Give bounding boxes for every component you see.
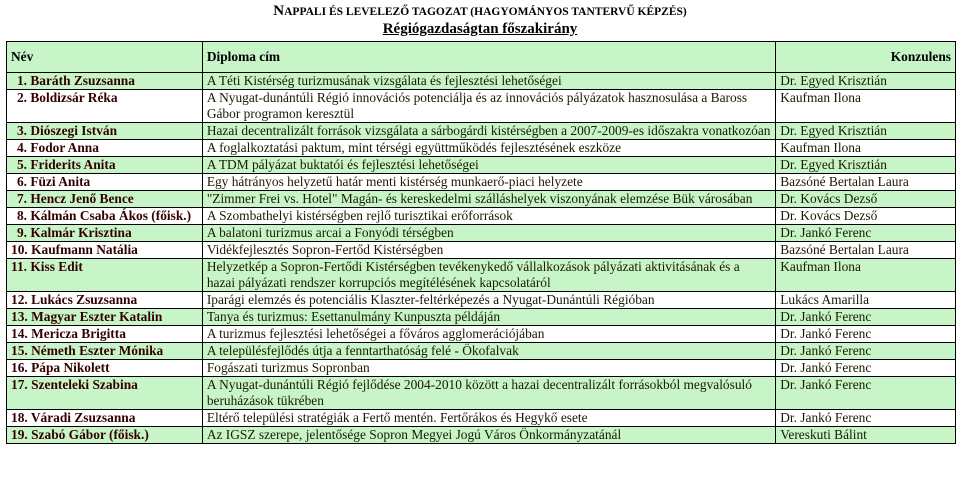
table-row [7, 90, 956, 123]
thesis-title: Az IGSZ szerepe, jelentősége Sopron Megyei Jogú Város Önkormányzatánál [202, 427, 775, 444]
table-row [7, 242, 956, 259]
table-row [7, 225, 956, 242]
table-row [7, 191, 956, 208]
advisor-name: Kaufman Ilona [776, 90, 956, 123]
title-rest: APPALI ÉS LEVELEZŐ TAGOZAT (HAGYOMÁNYOS TANTERVŰ KÉPZÉS) [284, 6, 687, 18]
advisor-name: Bazsóné Bertalan Laura [776, 174, 956, 191]
row-number: 1. [16, 73, 27, 88]
advisor-name: Dr. Jankó Ferenc [776, 343, 956, 360]
advisor-name: Dr. Jankó Ferenc [776, 309, 956, 326]
student-name: Kiss Edit [30, 259, 83, 274]
student-cell [7, 242, 203, 259]
student-cell [7, 343, 203, 360]
advisor-name: Dr. Jankó Ferenc [776, 326, 956, 343]
advisor-name: Vereskuti Bálint [776, 427, 956, 444]
thesis-title: Hazai decentralizált források vizsgálata a sárbogárdi kistérségben a 2007-2009-es időszakra vonatkozóan [202, 123, 775, 140]
thesis-title: A Nyugat-dunántúli Régió fejlődése 2004-2010 között a hazai decentralizált forrásokból megvalósuló beruházások tükrében [202, 377, 775, 410]
table-row [7, 377, 956, 410]
student-cell [7, 377, 203, 410]
student-cell [7, 157, 203, 174]
column-header-name: Név [7, 42, 203, 73]
student-name: Szenteleki Szabina [31, 377, 138, 392]
student-cell [7, 410, 203, 427]
advisor-name: Dr. Jankó Ferenc [776, 377, 956, 410]
row-number: 6. [16, 174, 27, 189]
advisor-name: Kaufman Ilona [776, 259, 956, 292]
student-name: Boldizsár Réka [30, 90, 118, 105]
student-cell [7, 123, 203, 140]
student-name: Friderits Anita [30, 157, 116, 172]
thesis-title: "Zimmer Frei vs. Hotel" Magán- és kereskedelmi szálláshelyek viszonyának elemzése Bük városában [202, 191, 775, 208]
table-row [7, 123, 956, 140]
thesis-title: A foglalkoztatási paktum, mint térségi együttműködés fejlesztésének eszköze [202, 140, 775, 157]
row-number: 10. [11, 242, 28, 257]
thesis-title: Eltérő települési stratégiák a Fertő mentén. Fertőrákos és Hegykő esete [202, 410, 775, 427]
advisor-name: Dr. Jankó Ferenc [776, 410, 956, 427]
student-name: Diószegi István [30, 123, 118, 138]
student-cell [7, 208, 203, 225]
thesis-title: Helyzetkép a Sopron-Fertődi Kistérségben tevékenykedő vállalkozások pályázati aktivitásának és a hazai pályázati rendszer korrupciós megítélésének kapcsolatáról [202, 259, 775, 292]
student-cell [7, 326, 203, 343]
row-number: 4. [16, 140, 27, 155]
row-number: 12. [11, 292, 28, 307]
column-header-title: Diploma cím [202, 42, 775, 73]
table-row [7, 259, 956, 292]
row-number: 18. [11, 410, 28, 425]
row-number: 5. [16, 157, 27, 172]
student-cell [7, 292, 203, 309]
student-name: Mericza Brigitta [31, 326, 126, 341]
student-cell [7, 259, 203, 292]
thesis-title: Vidékfejlesztés Sopron-Fertőd Kistérségben [202, 242, 775, 259]
table-row [7, 360, 956, 377]
thesis-table [6, 41, 956, 444]
advisor-name: Dr. Egyed Krisztián [776, 157, 956, 174]
advisor-name: Kaufman Ilona [776, 140, 956, 157]
table-row [7, 309, 956, 326]
student-cell [7, 191, 203, 208]
row-number: 17. [11, 377, 28, 392]
title-initial: N [273, 3, 285, 19]
thesis-title: Iparági elemzés és potenciális Klaszter-feltérképezés a Nyugat-Dunántúli Régióban [202, 292, 775, 309]
table-header-row [7, 42, 956, 73]
row-number: 11. [11, 259, 27, 274]
student-cell [7, 427, 203, 444]
table-row [7, 140, 956, 157]
thesis-title: Tanya és turizmus: Esettanulmány Kunpuszta példáján [202, 309, 775, 326]
table-row [7, 174, 956, 191]
advisor-name: Dr. Jankó Ferenc [776, 360, 956, 377]
table-row [7, 292, 956, 309]
advisor-name: Dr. Kovács Dezső [776, 208, 956, 225]
thesis-title: A Szombathelyi kistérségben rejlő turisztikai erőforrások [202, 208, 775, 225]
row-number: 7. [16, 191, 27, 206]
row-number: 13. [11, 309, 28, 324]
student-name: Németh Eszter Mónika [31, 343, 164, 358]
thesis-title: A Nyugat-dunántúli Régió innovációs potenciálja és az innovációs pályázatok hasznosulása a Baross Gábor programon keresztül [202, 90, 775, 123]
thesis-title: A Téti Kistérség turizmusának vizsgálata és fejlesztési lehetőségei [202, 73, 775, 90]
thesis-title: A TDM pályázat buktatói és fejlesztési lehetőségei [202, 157, 775, 174]
student-name: Baráth Zsuzsanna [30, 73, 135, 88]
row-number: 14. [11, 326, 28, 341]
row-number: 15. [11, 343, 28, 358]
thesis-title: Egy hátrányos helyzetű határ menti kistérség munkaerő-piaci helyzete [202, 174, 775, 191]
row-number: 16. [11, 360, 28, 375]
advisor-name: Dr. Jankó Ferenc [776, 225, 956, 242]
table-row [7, 208, 956, 225]
student-name: Fodor Anna [30, 140, 99, 155]
column-header-advisor: Konzulens [776, 42, 956, 73]
student-cell [7, 174, 203, 191]
page-title [0, 3, 960, 20]
table-row [7, 343, 956, 360]
student-cell [7, 90, 203, 123]
table-row [7, 410, 956, 427]
student-name: Füzi Anita [30, 174, 91, 189]
thesis-title: A balatoni turizmus arcai a Fonyódi térségben [202, 225, 775, 242]
row-number: 9. [16, 225, 27, 240]
table-row [7, 157, 956, 174]
student-name: Lukács Zsuzsanna [31, 292, 138, 307]
table-row [7, 326, 956, 343]
thesis-title: Fogászati turizmus Sopronban [202, 360, 775, 377]
row-number: 3. [16, 123, 27, 138]
student-cell [7, 73, 203, 90]
student-name: Kalmár Krisztina [30, 225, 132, 240]
advisor-name: Dr. Kovács Dezső [776, 191, 956, 208]
advisor-name: Dr. Egyed Krisztián [776, 123, 956, 140]
student-name: Váradi Zsuzsanna [30, 410, 136, 425]
student-name: Pápa Nikolett [31, 360, 110, 375]
row-number: 2. [16, 90, 27, 105]
advisor-name: Bazsóné Bertalan Laura [776, 242, 956, 259]
student-cell [7, 309, 203, 326]
student-name: Hencz Jenő Bence [30, 191, 134, 206]
student-name: Kaufmann Natália [31, 242, 138, 257]
student-name: Magyar Eszter Katalin [31, 309, 163, 324]
advisor-name: Dr. Egyed Krisztián [776, 73, 956, 90]
row-number: 8. [16, 208, 27, 223]
student-cell [7, 225, 203, 242]
advisor-name: Lukács Amarilla [776, 292, 956, 309]
student-cell [7, 360, 203, 377]
thesis-title: A településfejlődés útja a fenntarthatóság felé - Ökofalvak [202, 343, 775, 360]
page-subtitle: Régiógazdaságtan főszakirány [382, 21, 578, 37]
table-row [7, 427, 956, 444]
table-row [7, 73, 956, 90]
student-name: Szabó Gábor (főisk.) [31, 427, 149, 442]
thesis-title: A turizmus fejlesztési lehetőségei a főváros agglomerációjában [202, 326, 775, 343]
student-cell [7, 140, 203, 157]
row-number: 19. [11, 427, 28, 442]
student-name: Kálmán Csaba Ákos (főisk.) [30, 208, 192, 223]
